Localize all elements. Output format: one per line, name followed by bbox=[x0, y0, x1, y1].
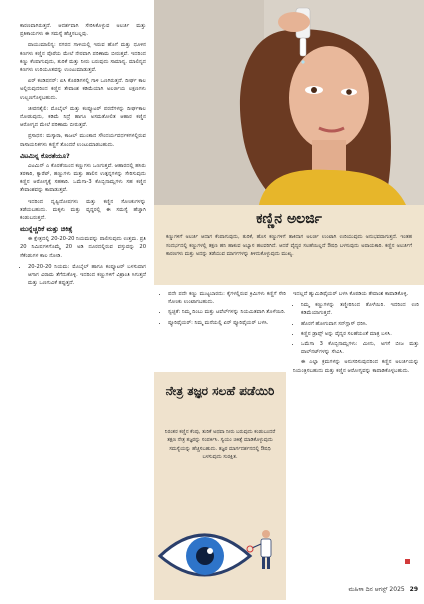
list-item: • ಪದೇ ಪದೇ ಕಣ್ಣು ಮುಟ್ಟಬಾರದು: ಕೈಗಳಲ್ಲಿರುವ ಕ್ರಿಮಿಗಳು ಕಣ್ಣಿಗೆ ಸೇರಿ ಸೋಂಕು ಉಂಟಾಗಬಹುದು. bbox=[168, 290, 286, 306]
bullet-list bbox=[20, 263, 146, 288]
end-mark bbox=[405, 559, 410, 564]
article-column-1 bbox=[20, 22, 146, 289]
list-item: • ಹೊರಗೆ ಹೋಗುವಾಗ ಸನ್‌ಗ್ಲಾಸ್ ಧರಿಸಿ. bbox=[301, 320, 419, 328]
article-title: ಕಣ್ಣಿನ ಅಲರ್ಜಿ bbox=[256, 211, 322, 227]
issue-label: ಮಹಿಳಾ ದಿನ ಆಗಸ್ಟ್ 2025 bbox=[348, 586, 405, 593]
paragraph: ಏರ್ ಕಂಡಿಷನರ್: ಏಸಿ ಕೊಠಡಿಗಳಲ್ಲಿ ಗಾಳಿ ಒಣಗಿರುತ್ತದೆ. ದೀರ್ಘ ಕಾಲ ಅಲ್ಲಿರುವುದರಿಂದ ಕಣ್ಣಿನ ತೇವಾಂಶ ಕಡಿಮೆಯಾಗಿ ಅಲರ್ಜಿಯ ಲಕ್ಷಣಗಳು ಉಲ್ಬಣಗೊಳ್ಳಬಹುದು. bbox=[20, 78, 146, 101]
page-number: 29 bbox=[409, 586, 418, 593]
article-column-2 bbox=[160, 290, 286, 329]
photo-illustration bbox=[154, 0, 424, 205]
paragraph: ವಿಟಮಿನ್ ಎ ಕೊರತೆಯಿಂದ ಕಣ್ಣುಗಳು ಒಣಗುತ್ತವೆ. ಆಹಾರದಲ್ಲಿ ಹಸಿರು ತರಕಾರಿ, ಕ್ಯಾರೆಟ್, ಹಣ್ಣುಗಳು ಮತ್ತು ಹಾಲಿನ ಉತ್ಪನ್ನಗಳನ್ನು ಸೇರಿಸುವುದು ಕಣ್ಣಿನ ಆರೋಗ್ಯಕ್ಕೆ ಸಹಕಾರಿ. ಒಮೆಗಾ-3 ಕೊಬ್ಬಿನಾಮ್ಲಗಳು ಸಹ ಕಣ್ಣಿನ ತೇವಾಂಶವನ್ನು ಕಾಪಾಡುತ್ತವೆ. bbox=[20, 162, 146, 194]
title-banner bbox=[154, 205, 424, 285]
paragraph: ಇದರಿಂದ ದೃಷ್ಟಿದೋಷಗಳು ಮತ್ತು ಕಣ್ಣಿನ ಸೋಂಕುಗಳನ್ನು ತಡೆಯಬಹುದು. ಮಕ್ಕಳು ಮತ್ತು ವೃದ್ಧರಲ್ಲಿ ಈ ಸಮಸ್ಯೆ ಹೆಚ್ಚಾಗಿ ಕಂಡುಬರುತ್ತದೆ. bbox=[20, 198, 146, 222]
woman-eyedrop-photo bbox=[154, 0, 424, 205]
list-item: • ಪ್ಯೂರಿಫೈಯರ್: ನಿಮ್ಮ ಮನೆಯಲ್ಲಿ ಏರ್ ಪ್ಯೂರಿಫೈಯರ್ ಬಳಸಿ. bbox=[168, 319, 286, 327]
eye-doctor-illustration bbox=[154, 486, 286, 600]
paragraph: ಕಾರಣವಾಗಿರುತ್ತದೆ. ಆದರ್ಶವಾಗಿ ಸೇರಿಸಿಕೊಳ್ಳುವ ಅಲರ್ಜಿ ಮತ್ತು ಪ್ರತಿಕಾಯಗಳು ಈ ಸಮಸ್ಯೆ ಹೆಚ್ಚಿಸಬಲ್ಲವು. bbox=[20, 23, 146, 38]
article-intro: ಕಣ್ಣುಗಳಿಗೆ ಅಲರ್ಜಿ ಆದಾಗ ಕೆಂಪಾಗುವುದು, ತುರಿಕೆ, ಹೊಸ ಕಣ್ಣುಗಳಿಗೆ ತಾಕಿದಾಗ ಅಲರ್ಜಿ ಉಂಟಾಗಿ ಉರಿಯುವುದು ಅನುಭವವಾಗುತ್ತದೆ. ಇಂತಹ ಸಂದರ್ಭದಲ್ಲಿ ಕಣ್ಣುಗಳಲ್ಲಿ ತಕ್ಷಣ ಹನಿ ಹಾಕುವ ಅಭ್ಯಾಸ ಹಲವರಿಗಿದೆ. ಆದರೆ ವೈದ್ಯರ ಸಲಹೆಯಿಲ್ಲದೆ ಔಷಧಿ ಬಳಸುವುದು ಅಪಾಯಕಾರಿ. ಕಣ್ಣಿನ ಅಲರ್ಜಿಗೆ ಕಾರಣಗಳು ಮತ್ತು ಅದನ್ನು ತಡೆಯುವ ಮಾರ್ಗಗಳನ್ನು ತಿಳಿದುಕೊಳ್ಳುವುದು ಮುಖ್ಯ. bbox=[166, 234, 412, 257]
list-item: • 20-20-20 ನಿಯಮ: ಮೊಬೈಲ್ ಹಾಗೂ ಕಂಪ್ಯೂಟರ್ ಬಳಸುವಾಗ ಆಗಾಗ ವಿರಾಮ ತೆಗೆದುಕೊಳ್ಳಿ. ಇದರಿಂದ ಕಣ್ಣುಗಳಿಗೆ ವಿಶ್ರಾಂತಿ ಸಿಗುತ್ತದೆ ಮತ್ತು ಒಣಗುವಿಕೆ ತಪ್ಪುತ್ತದೆ. bbox=[28, 263, 146, 288]
sidebox-text: ನಿರಂತರ ಕಣ್ಣಿನ ಕೆಂಪು, ತುರಿಕೆ ಅಥವಾ ನೀರು ಬರುವುದು ಕಂಡುಬಂದರೆ ತಕ್ಷಣ ನೇತ್ರ ತಜ್ಞರನ್ನು ಸಂಪರ್ಕಿಸಿ. ಸ್ವಯಂ ಚಿಕಿತ್ಸೆ ಮಾಡಿಕೊಳ್ಳುವುದು ಸಮಸ್ಯೆಯನ್ನು ಹೆಚ್ಚಿಸಬಹುದು. ತಜ್ಞರ ಮಾರ್ಗದರ್ಶನದಲ್ಲಿ ಔಷಧಿ ಬಳಸುವುದು ಸುರಕ್ಷಿತ. bbox=[164, 429, 276, 460]
paragraph: ವಾಯುಮಾಲಿನ್ಯ: ನಗರದ ಗಾಳಿಯಲ್ಲಿ ಇರುವ ಹೊಗೆ ಮತ್ತು ಧೂಳಿನ ಕಣಗಳು ಕಣ್ಣಿನ ಪೊರೆಯ ಮೇಲೆ ನೇರವಾಗಿ ಪರಿಣಾಮ ಬೀರುತ್ತವೆ. ಇದರಿಂದ ಕಣ್ಣು ಕೆಂಪಾಗುವುದು, ತುರಿಕೆ ಮತ್ತು ನೀರು ಬರುವುದು ಸಾಮಾನ್ಯ. ಮಾಲಿನ್ಯದ ಕಣಗಳು ಉರಿಯೂತವನ್ನು ಉಂಟುಮಾಡುತ್ತವೆ. bbox=[20, 42, 146, 74]
list-item: • ಒಮೆಗಾ 3 ಕೊಬ್ಬಿನಾಮ್ಲಗಳು: ಮೀನು, ಅಗಸೆ ಬೀಜ ಮತ್ತು ವಾಲ್‌ನಟ್‌ಗಳನ್ನು ಸೇವಿಸಿ. bbox=[301, 340, 419, 356]
paragraph: ಇದಲ್ಲದೆ ಹ್ಯುಮಿಡಿಫೈಯರ್ ಬಳಸಿ ಕೊಠಡಿಯ ತೇವಾಂಶ ಕಾಪಾಡಿಕೊಳ್ಳಿ. bbox=[293, 291, 409, 297]
paragraph: ಈ ಕ್ಷೇತ್ರದಲ್ಲಿ 20-20-20 ನಿಯಮವನ್ನು ಪಾಲಿಸುವುದು ಉತ್ತಮ. ಪ್ರತಿ 20 ನಿಮಿಷಗಳಿಗೊಮ್ಮೆ 20 ಅಡಿ ದೂರದಲ್ಲಿರುವ ವಸ್ತುವನ್ನು 20 ಸೆಕೆಂಡುಗಳ ಕಾಲ ನೋಡಿ. bbox=[20, 236, 146, 259]
article-column-3 bbox=[293, 290, 419, 378]
paragraph: ಈ ಎಲ್ಲಾ ಕ್ರಮಗಳನ್ನು ಅನುಸರಿಸುವುದರಿಂದ ಕಣ್ಣಿನ ಅಲರ್ಜಿಯನ್ನು ನಿಯಂತ್ರಿಸಬಹುದು ಮತ್ತು ಕಣ್ಣಿನ ಆರೋಗ್ಯವನ್ನು ಕಾಪಾಡಿಕೊಳ್ಳಬಹುದು. bbox=[293, 359, 419, 374]
bullet-list bbox=[293, 301, 419, 356]
list-item: • ಕಣ್ಣಿನ ಡ್ರಾಪ್ಸ್ ಅನ್ನು ವೈದ್ಯರ ಸಲಹೆಯಂತೆ ಮಾತ್ರ ಬಳಸಿ. bbox=[301, 330, 419, 338]
section-heading: ಮುನ್ನೆಚ್ಚರಿಕೆ ಮತ್ತು ಚಿಕಿತ್ಸೆ bbox=[20, 225, 73, 234]
section-heading: ವಿಟಮಿನ್ನ ಕೊರತೆಯೂ? bbox=[20, 151, 70, 160]
paragraph: ಜೀವನಶೈಲಿ: ಮೊಬೈಲ್ ಮತ್ತು ಕಂಪ್ಯೂಟರ್ ಪರದೆಗಳನ್ನು ದೀರ್ಘಕಾಲ ನೋಡುವುದು, ಕಡಿಮೆ ನಿದ್ರೆ ಹಾಗೂ ಅಸಮತೋಲಿತ ಆಹಾರ ಕಣ್ಣಿನ ಆರೋಗ್ಯದ ಮೇಲೆ ಪರಿಣಾಮ ಬೀರುತ್ತವೆ. bbox=[20, 105, 146, 129]
list-item: • ನಿಮ್ಮ ಕಣ್ಣುಗಳನ್ನು ತಣ್ಣೀರಿನಿಂದ ತೊಳೆಯಿರಿ. ಇದರಿಂದ ಉರಿ ಕಡಿಮೆಯಾಗುತ್ತದೆ. bbox=[301, 301, 419, 317]
eye-icon bbox=[154, 486, 286, 600]
bullet-list bbox=[160, 290, 286, 327]
sidebox-title: ನೇತ್ರ ತಜ್ಞರ ಸಲಹೆ ಪಡೆಯಿರಿ bbox=[165, 384, 275, 398]
list-item: • ಸ್ವಚ್ಛತೆ: ನಿಮ್ಮ ದಿಂಬು ಮತ್ತು ಟವೆಲ್‌ಗಳನ್ನು ನಿಯಮಿತವಾಗಿ ತೊಳೆಯಿರಿ. bbox=[168, 308, 286, 316]
page-footer bbox=[349, 586, 418, 594]
paragraph: ಪ್ರಸಾಧನ: ಮಸ್ಕಾರಾ, ಕಾಜಲ್ ಮುಂತಾದ ಸೌಂದರ್ಯವರ್ಧಕಗಳಲ್ಲಿರುವ ರಾಸಾಯನಿಕಗಳು ಕಣ್ಣಿಗೆ ತೊಂದರೆ ಉಂಟುಮಾಡಬಹುದು. bbox=[20, 133, 146, 148]
